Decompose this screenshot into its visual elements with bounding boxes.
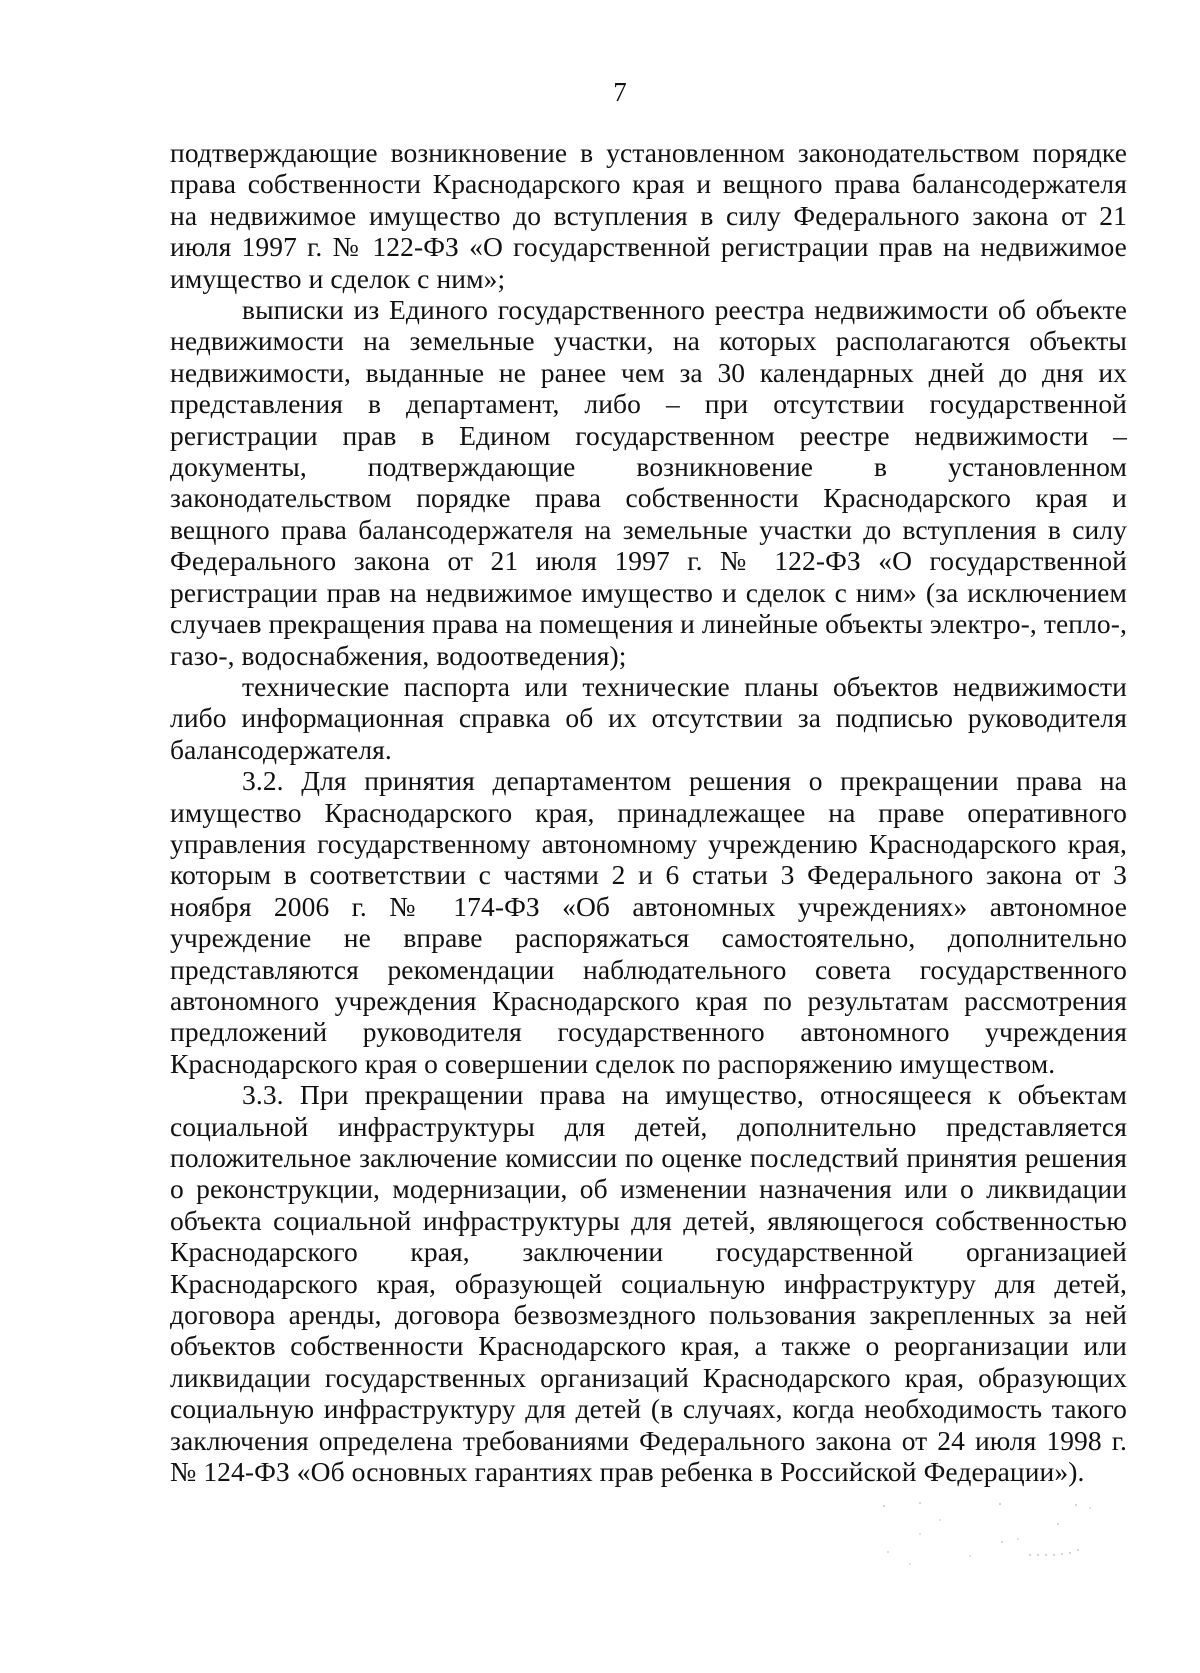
scan-speckles	[880, 1500, 1140, 1570]
paragraph-ownership-documents: подтверждающие возникновение в установленном законодательством порядке права собственности Краснодарского края и вещного права балансодержателя на недвижимое имущество до вступления в силу Федерального закона от 21 июля 1997 г. № 122-ФЗ «О государственной регистрации прав на недвижимое имущество и сделок с ним»;	[170, 137, 1127, 294]
document-body	[170, 137, 1127, 1487]
paragraph-section-3-3: 3.3. При прекращении права на имущество, относящееся к объектам социальной инфраструктуры для детей, дополнительно представляется положительное заключение комиссии по оценке последствий принятия решения о реконструкции, модернизации, об изменении назначения или о ликвидации объекта социальной инфраструктуры для детей, являющегося собственностью Краснодарского края, заключении государственной организацией Краснодарского края, образующей социальную инфраструктуру для детей, договора аренды, договора безвозмездного пользования закрепленных за ней объектов собственности Краснодарского края, а также о реорганизации или ликвидации государственных организаций Краснодарского края, образующих социальную инфраструктуру для детей (в случаях, когда необходимость такого заключения определена требованиями Федерального закона от 24 июля 1998 г. № 124-ФЗ «Об основных гарантиях прав ребенка в Российской Федерации»).	[170, 1079, 1127, 1488]
page-number: 7	[613, 77, 627, 107]
paragraph-land-extracts: выписки из Единого государственного реестра недвижимости об объекте недвижимости на земельные участки, на которых располагаются объекты недвижимости, выданные не ранее чем за 30 календарных дней до дня их представления в департамент, либо – при отсутствии государственной регистрации прав в Едином государственном реестре недвижимости – документы, подтверждающие возникновение в установленном законодательством порядке права собственности Краснодарского края и вещного права балансодержателя на земельные участки до вступления в силу Федерального закона от 21 июля 1997 г. № 122-ФЗ «О государственной регистрации прав на недвижимое имущество и сделок с ним» (за исключением случаев прекращения права на помещения и линейные объекты электро-, тепло-, газо-, водоснабжения, водоотведения);	[170, 294, 1127, 671]
paragraph-technical-passports: технические паспорта или технические планы объектов недвижимости либо информационная справка об их отсутствии за подписью руководителя балансодержателя.	[170, 670, 1127, 765]
paragraph-section-3-2: 3.2. Для принятия департаментом решения о прекращении права на имущество Краснодарского края, принадлежащее на праве оперативного управления государственному автономному учреждению Краснодарского края, которым в соответствии с частями 2 и 6 статьи 3 Федерального закона от 3 ноября 2006 г. № 174-ФЗ «Об автономных учреждениях» автономное учреждение не вправе распоряжаться самостоятельно, дополнительно представляются рекомендации наблюдательного совета государственного автономного учреждения Краснодарского края по результатам рассмотрения предложений руководителя государственного автономного учреждения Краснодарского края о совершении сделок по распоряжению имуществом.	[170, 765, 1127, 1079]
